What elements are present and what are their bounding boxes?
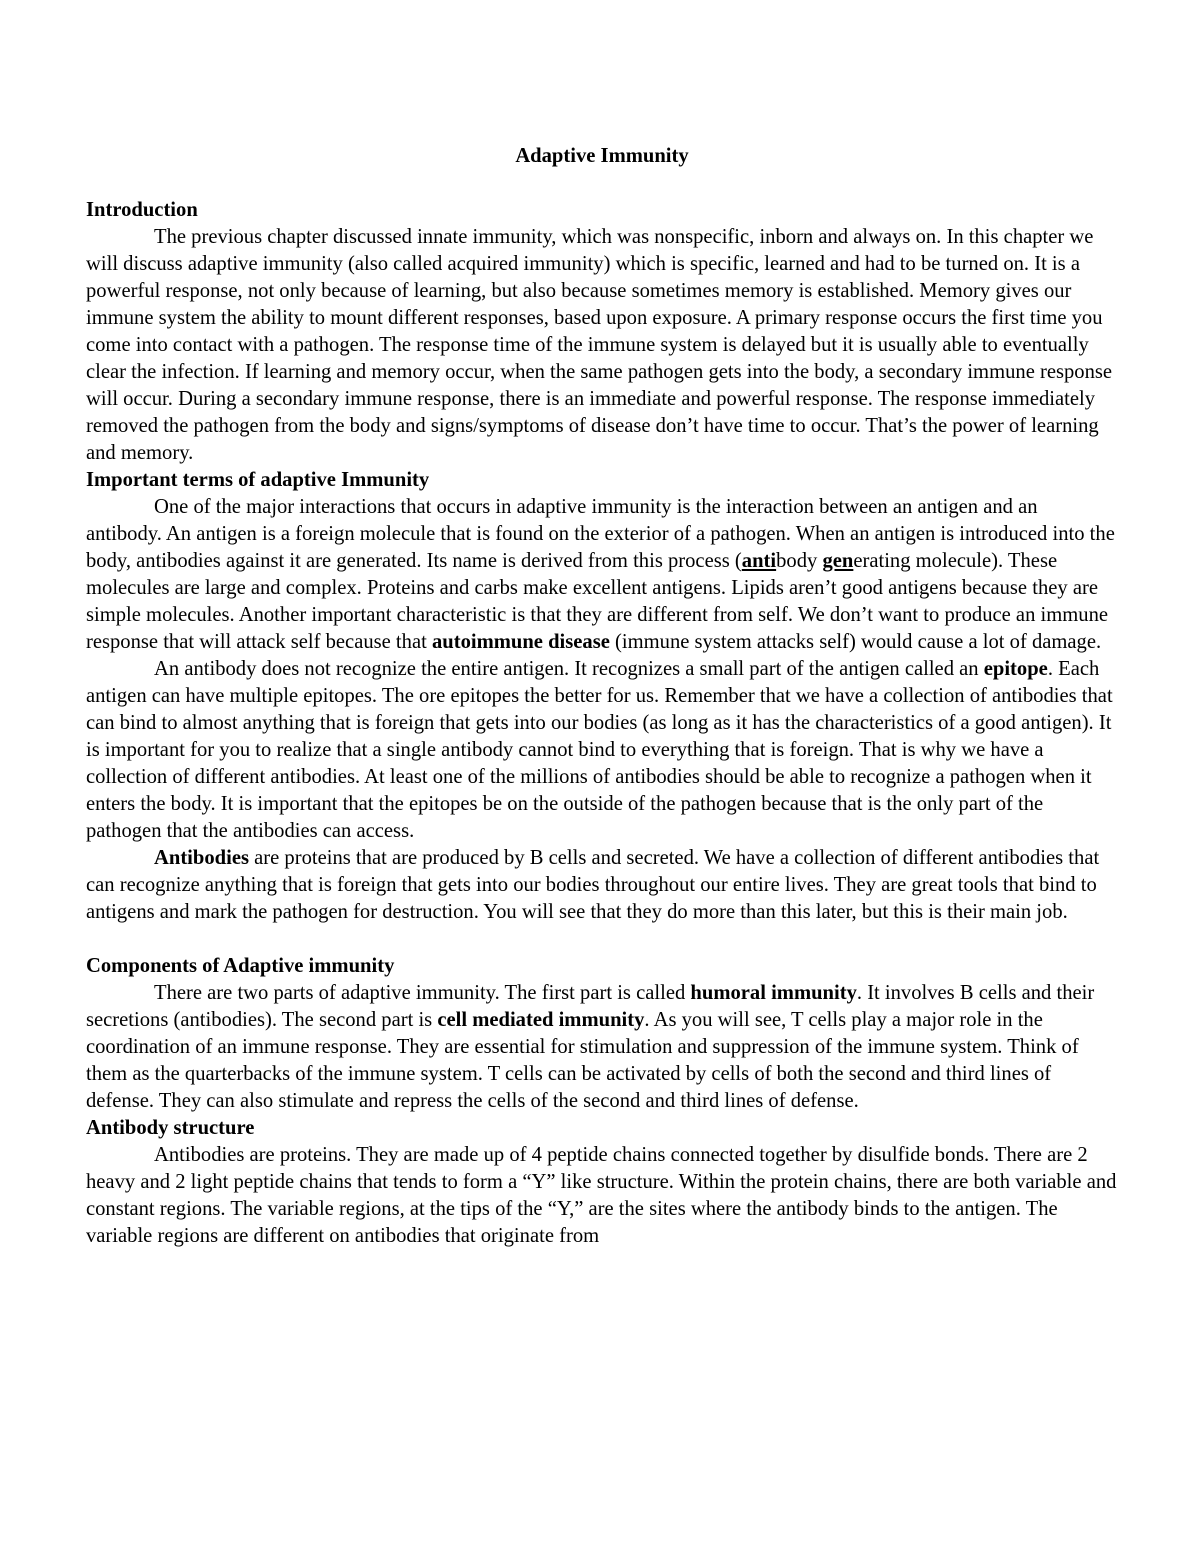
heading-important-terms: Important terms of adaptive Immunity	[86, 469, 430, 491]
term-antibodies: Antibodies	[154, 847, 249, 869]
term-cell-mediated-immunity: cell mediated immunity	[437, 1009, 645, 1031]
terms-p1-text-d: (immune system attacks self) would cause a lot of damage.	[609, 631, 1102, 653]
terms-p1-text-c: erating molecule). These molecules are large and complex. Proteins and carbs make excellent antigens. Lipids aren’t good antigens because they are simple molecules. Another important characteristic is that they are different from self. We don’t want to produce an immune response that will attack self because that	[86, 550, 1109, 653]
term-autoimmune-disease: autoimmune disease	[431, 631, 610, 653]
components-text-a: There are two parts of adaptive immunity. The first part is called	[154, 982, 691, 1004]
terms-p3-text-a: are proteins that are produced by B cells and secreted. We have a collection of different antibodies that can recognize anything that is foreign that gets into our bodies throughout our entire lives. They are great tools that bind to antigens and mark the pathogen for destruction. You will see that they do more than this later, but this is their main job.	[86, 847, 1100, 923]
components-paragraph	[86, 980, 1118, 1115]
terms-p2-text-a: An antibody does not recognize the entire antigen. It recognizes a small part of the antigen called an	[154, 658, 984, 680]
document-page	[86, 140, 1118, 1250]
intro-paragraph: The previous chapter discussed innate immunity, which was nonspecific, inborn and always on. In this chapter we will discuss adaptive immunity (also called acquired immunity) which is specific, learned and had to be turned on. It is a powerful response, not only because of learning, but also because sometimes memory is established. Memory gives our immune system the ability to mount different responses, based upon exposure. A primary response occurs the first time you come into contact with a pathogen. The response time of the immune system is delayed but it is usually able to eventually clear the infection. If learning and memory occur, when the same pathogen gets into the body, a secondary immune response will occur. During a secondary immune response, there is an immediate and powerful response. The response immediately removed the pathogen from the body and signs/symptoms of disease don’t have time to occur. That’s the power of learning and memory.	[86, 226, 1113, 464]
term-humoral-immunity: humoral immunity	[690, 982, 857, 1004]
terms-p2-text-b: . Each antigen can have multiple epitopes. The ore epitopes the better for us. Remember that we have a collection of antibodies that can bind to almost anything that is foreign that gets into our bodies (as long as it has the characteristics of a good antigen). It is important for you to realize that a single antibody cannot bind to everything that is foreign. That is why we have a collection of different antibodies. At least one of the millions of antibodies should be able to recognize a pathogen when it enters the body. It is important that the epitopes be on the outside of the pathogen because that is the only part of the pathogen that the antibodies can access.	[86, 658, 1113, 842]
paragraph-gap	[86, 926, 1118, 953]
components-text-b: . It involves B cells and their secretions (antibodies). The second part is	[86, 982, 1095, 1031]
structure-paragraph: Antibodies are proteins. They are made up of 4 peptide chains connected together by disulfide bonds. There are 2 heavy and 2 light peptide chains that tends to form a “Y” like structure. Within the protein chains, there are both variable and constant regions. The variable regions, at the tips of the “Y,” are the sites where the antibody binds to the antigen. The variable regions are different on antibodies that originate from	[86, 1144, 1117, 1247]
term-anti: anti	[741, 550, 777, 572]
heading-antibody-structure: Antibody structure	[86, 1117, 255, 1139]
term-gen: gen	[822, 550, 854, 572]
terms-paragraph-3	[86, 845, 1118, 926]
terms-p1-text-a: One of the major interactions that occurs in adaptive immunity is the interaction between an antigen and an antibody. An antigen is a foreign molecule that is found on the exterior of a pathogen. When an antigen is introduced into the body, antibodies against it are generated. Its name is derived from this process (	[86, 496, 1115, 572]
heading-components: Components of Adaptive immunity	[86, 955, 395, 977]
terms-paragraph-2	[86, 656, 1118, 845]
heading-introduction: Introduction	[86, 199, 198, 221]
page-title: Adaptive Immunity	[515, 145, 689, 167]
terms-paragraph-1	[86, 494, 1118, 656]
terms-p1-text-b: body	[776, 550, 823, 572]
term-epitope: epitope	[983, 658, 1048, 680]
components-text-c: . As you will see, T cells play a major role in the coordination of an immune response. They are essential for stimulation and suppression of the immune system. Think of them as the quarterbacks of the immune system. T cells can be activated by cells of both the second and third lines of defense. They can also stimulate and repress the cells of the second and third lines of defense.	[86, 1009, 1079, 1112]
